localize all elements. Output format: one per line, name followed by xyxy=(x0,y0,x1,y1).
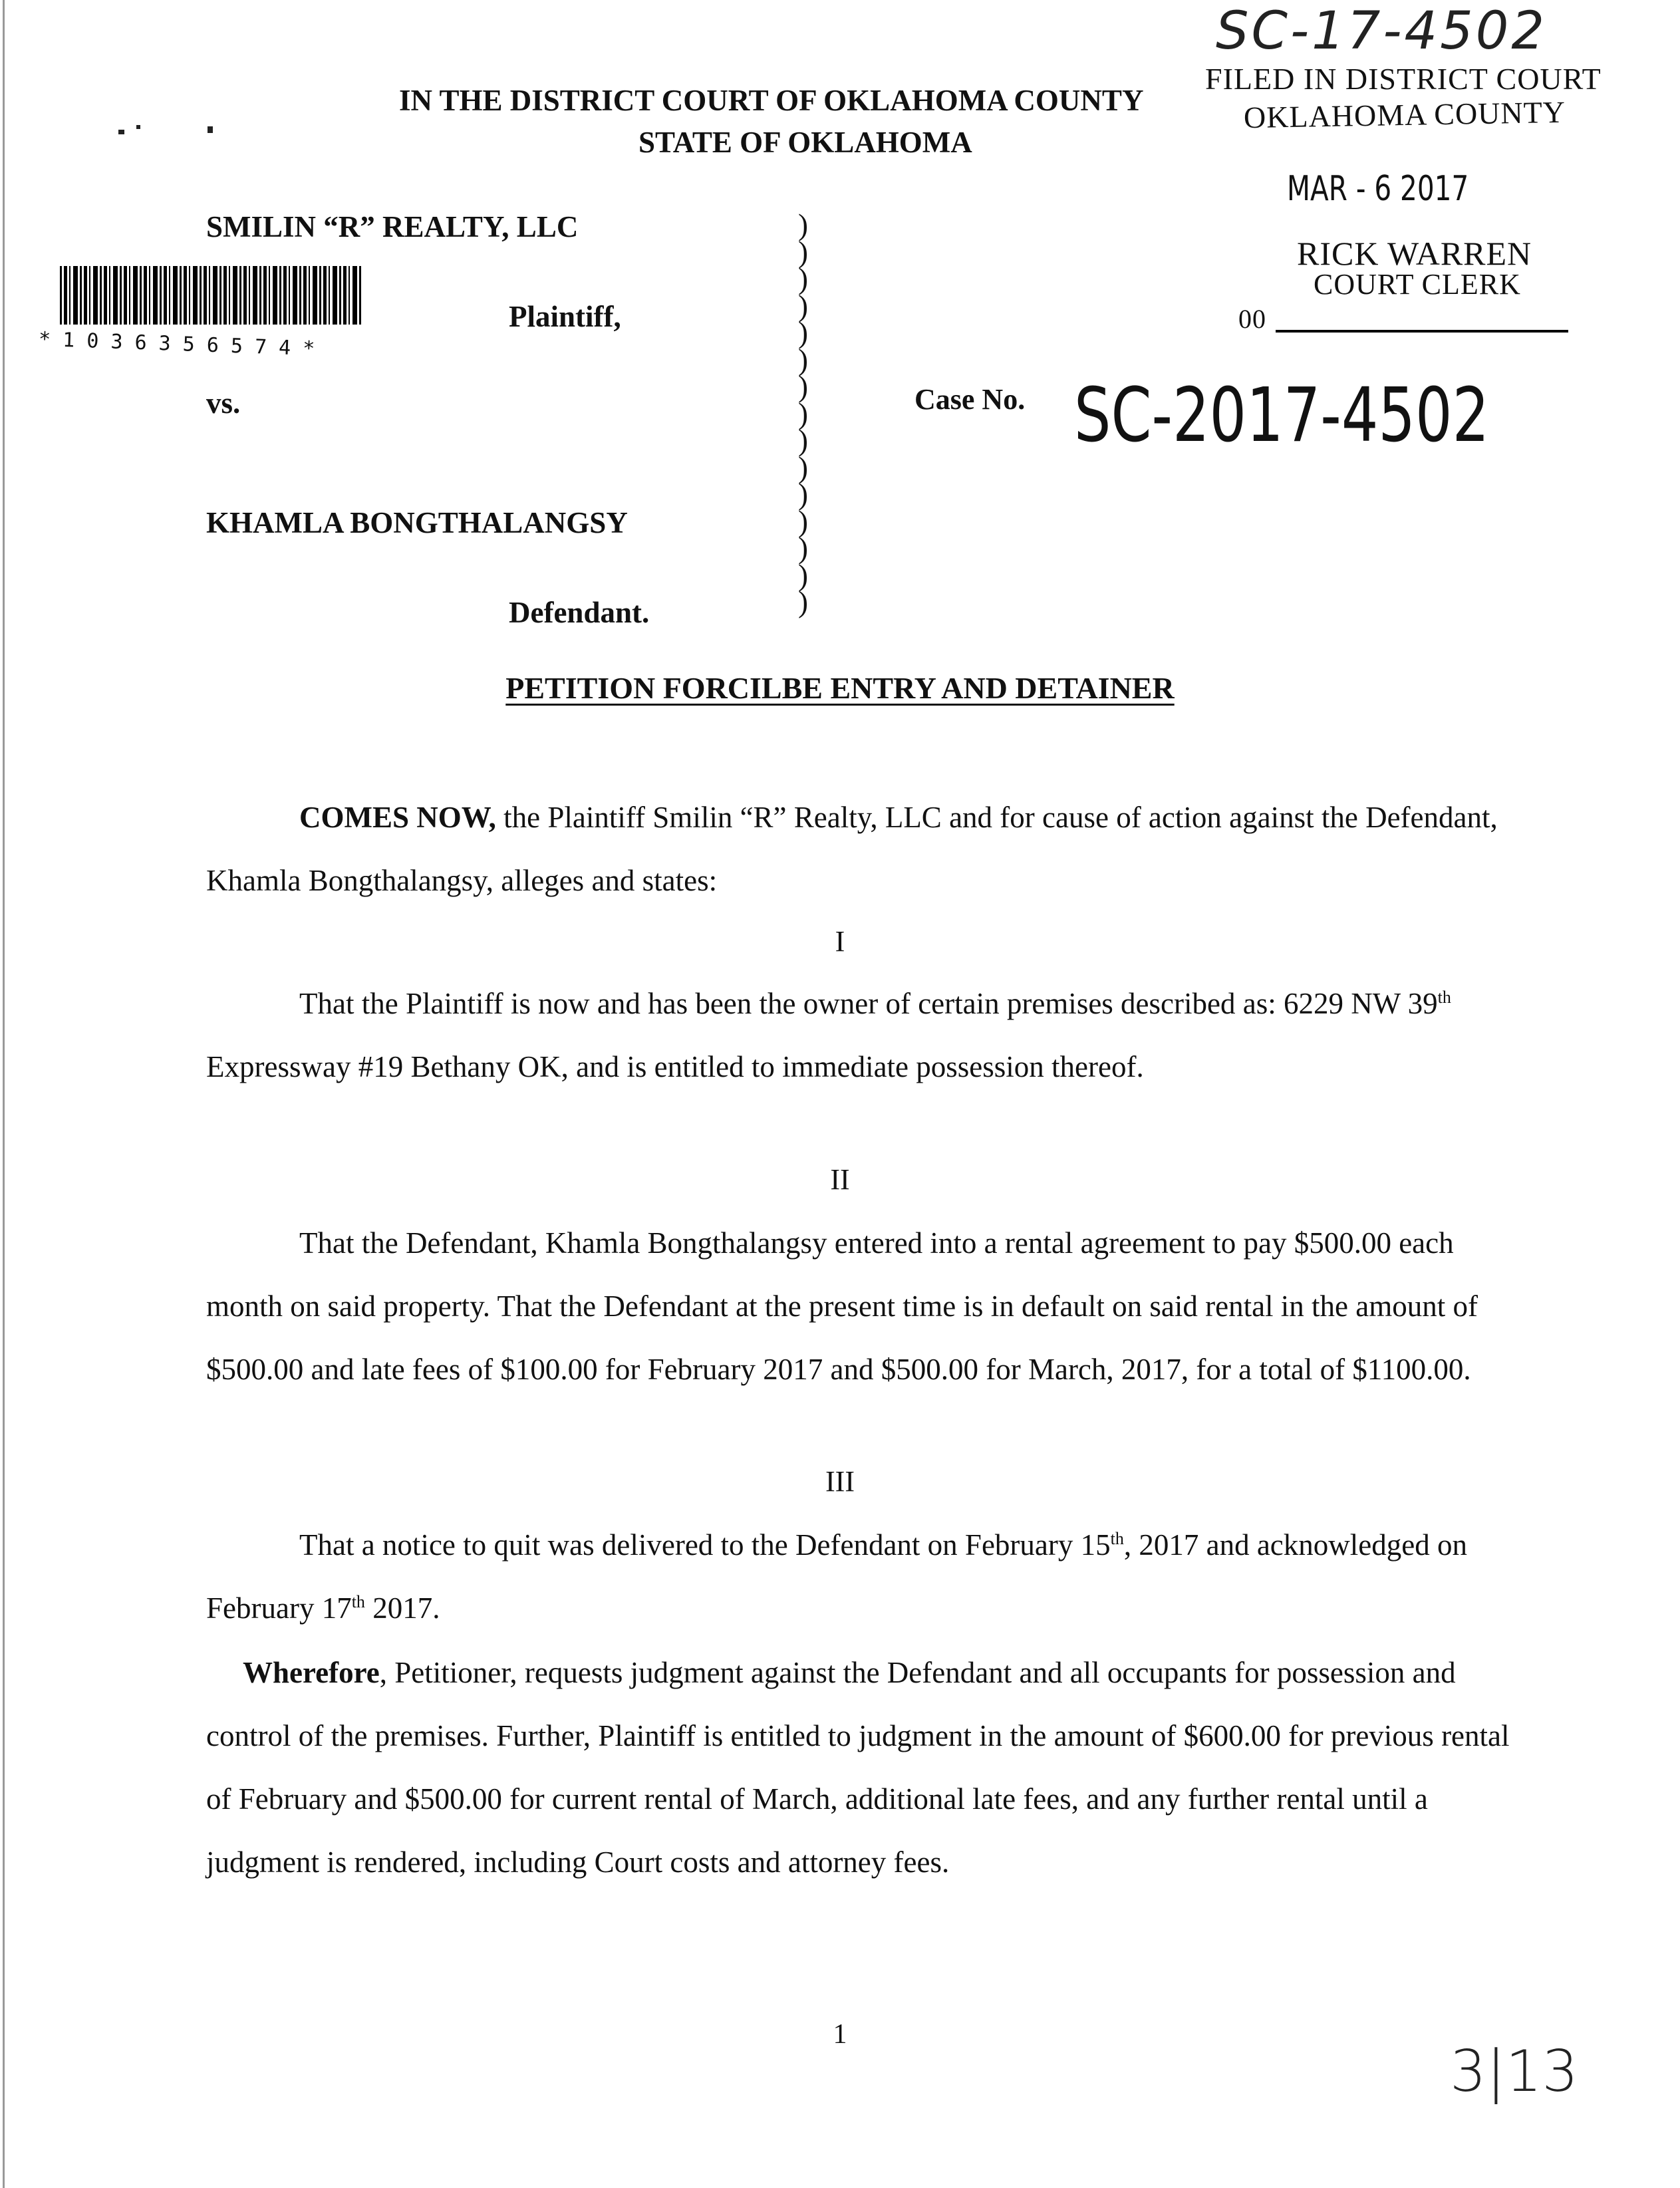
versus-label: vs. xyxy=(206,386,241,420)
scan-edge xyxy=(3,0,5,2188)
intro-lead: COMES NOW, xyxy=(299,801,496,834)
scan-speck xyxy=(208,126,213,133)
defendant-name: KHAMLA BONGTHALANGSY xyxy=(206,506,628,539)
section-2-numeral: II xyxy=(830,1163,850,1196)
court-header-line2: STATE OF OKLAHOMA xyxy=(638,126,972,159)
section-3-sup1: th xyxy=(1110,1529,1124,1548)
stamp-date: MAR - 6 2017 xyxy=(1287,169,1469,209)
section-1-numeral: I xyxy=(835,925,845,958)
court-header-line1: IN THE DISTRICT COURT OF OKLAHOMA COUNTY xyxy=(399,84,1144,117)
wherefore-text: , Petitioner, requests judgment against the Defendant and all occupants for possession and control of the premises. Further, Plaintiff is entitled to judgment in the amount of $600.00 for previous rental of February and $500.00 for current rental of March, additional late fees, and any further rental until a judgment is rendered, including Court costs and attorney fees. xyxy=(206,1656,1510,1879)
section-2-paragraph xyxy=(206,1212,1523,1401)
scan-speck xyxy=(136,125,140,129)
section-1-paragraph xyxy=(206,972,1523,1099)
section-3-sup2: th xyxy=(351,1592,365,1611)
defendant-role: Defendant. xyxy=(509,596,650,629)
section-3-numeral: III xyxy=(825,1465,855,1498)
stamp-clerk-name: RICK WARREN xyxy=(1297,235,1532,272)
stamp-filed: FILED IN DISTRICT COURT xyxy=(1205,62,1602,96)
plaintiff-role: Plaintiff, xyxy=(509,300,621,333)
case-number-label: Case No. xyxy=(914,383,1026,416)
handwritten-page-count: 3|13 xyxy=(1450,2038,1579,2105)
document-title: PETITION FORCILBE ENTRY AND DETAINER xyxy=(505,671,1175,705)
stamp-signature-line xyxy=(1276,330,1568,333)
page-number: 1 xyxy=(833,2019,847,2050)
stamp-county: OKLAHOMA COUNTY xyxy=(1243,94,1566,135)
plaintiff-name: SMILIN “R” REALTY, LLC xyxy=(206,210,579,243)
handwritten-case-reference: SC-17-4502 xyxy=(1216,1,1548,61)
section-1-sup: th xyxy=(1437,988,1451,1007)
intro-paragraph xyxy=(206,786,1523,912)
section-2-text: That the Defendant, Khamla Bongthalangsy entered into a rental agreement to pay $500.00 each month on said property. That the Defendant at the present time is in default on said rental in the amount of $500.00 and late fees of $100.00 for February 2017 and $500.00 for March, 2017, for a total of $1100.00. xyxy=(206,1226,1478,1386)
stamp-deputy-prefix: 00 xyxy=(1238,304,1266,334)
scan-speck xyxy=(118,130,124,134)
section-1-text-a: That the Plaintiff is now and has been the owner of certain premises described as: 6229 NW 39 xyxy=(299,987,1438,1020)
section-1-text-b: Expressway #19 Bethany OK, and is entitled to immediate possession thereof. xyxy=(206,1050,1144,1083)
barcode xyxy=(60,266,362,325)
case-number: SC-2017-4502 xyxy=(1074,372,1490,459)
section-3-text-a: That a notice to quit was delivered to the Defendant on February 15 xyxy=(299,1528,1111,1562)
section-3-text-c: 2017. xyxy=(364,1591,440,1625)
wherefore-paragraph xyxy=(206,1641,1523,1894)
section-3-paragraph xyxy=(206,1514,1523,1640)
intro-text: the Plaintiff Smilin “R” Realty, LLC and for cause of action against the Defendant, Khamla Bongthalangsy, alleges and states: xyxy=(206,801,1498,897)
stamp-clerk-title: COURT CLERK xyxy=(1314,268,1521,301)
wherefore-lead: Wherefore xyxy=(243,1656,380,1689)
barcode-number: * 1 0 3 6 3 5 6 5 7 4 * xyxy=(38,327,315,361)
section-3-text-b: , 2017 and acknowledged on February 17 xyxy=(206,1528,1467,1625)
caption-parentheses: ) ) ) ) ) ) ) ) ) ) ) ) ) ) ) xyxy=(798,208,808,618)
